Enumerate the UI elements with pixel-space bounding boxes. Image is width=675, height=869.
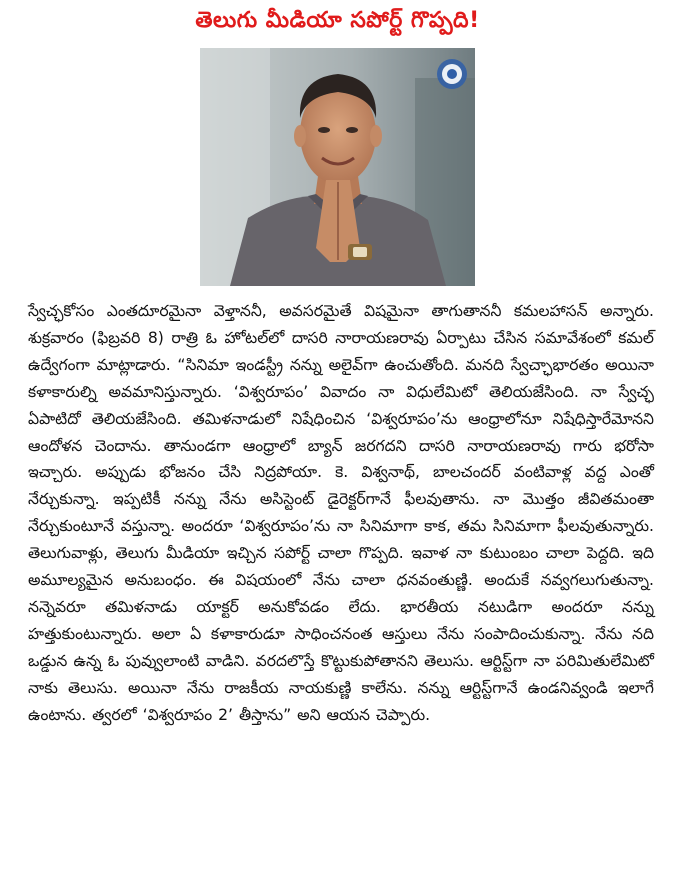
article-photo xyxy=(200,48,475,286)
article-body: స్వేచ్ఛకోసం ఎంతదూరమైనా వెళ్తాననీ, అవసరమైతే విషమైనా తాగుతాననీ కమలహాసన్ అన్నారు. శుక్రవారం (ఫిబ్రవరి 8) రాత్రి ఓ హోటల్‌లో దాసరి నారాయణరావు ఏర్పాటు చేసిన సమావేశంలో కమల్ ఉద్వేగంగా మాట్లాడారు. “సినిమా ఇండస్ట్రీ నన్ను అలైవ్‌గా ఉంచుతోంది. మనది స్వేచ్ఛాభారతం అయినా కళాకారుల్ని అవమానిస్తున్నారు. ‘విశ్వరూపం’ వివాదం నా విధులేమిటో తెలియజేసింది. నా స్వేచ్ఛ ఏపాటిదో తెలియజేసింది. తమిళనాడులో నిషేధించిన ‘విశ్వరూపం’ను ఆంధ్రాలోనూ నిషేధిస్తారేమోనని ఆందోళన చెందాను. తానుండగా ఆంధ్రాలో బ్యాన్ జరగదని దాసరి నారాయణరావు గారు భరోసా ఇచ్చారు. అప్పుడు భోజనం చేసి నిద్రపోయా. కె. విశ్వనాథ్, బాలచందర్ వంటివాళ్ల వద్ద ఎంతో నేర్చుకున్నా. ఇప్పటికీ నన్ను నేను అసిస్టెంట్ డైరెక్టర్‌గానే ఫీలవుతాను. నా మొత్తం జీవితమంతా నేర్చుకుంటూనే వస్తున్నా. అందరూ ‘విశ్వరూపం’ను నా సినిమాగా కాక, తమ సినిమాగా ఫీలవుతున్నారు. తెలుగువాళ్లు, తెలుగు మీడియా ఇచ్చిన సపోర్ట్ చాలా గొప్పది. ఇవాళ నా కుటుంబం చాలా పెద్దది. ఇది అమూల్యమైన అనుబంధం. ఈ విషయంలో నేను చాలా ధనవంతుణ్ణి. అందుకే నవ్వగలుగుతున్నా. నన్నెవరూ తమిళనాడు యాక్టర్ అనుకోవడం లేదు. భారతీయ నటుడిగా అందరూ నన్ను హత్తుకుంటున్నారు. అలా ఏ కళాకారుడూ సాధించనంత ఆస్తులు నేను సంపాదించుకున్నా. నేను నది ఒడ్డున ఉన్న ఓ పువ్వులాంటి వాడిని. వరదలొస్తే కొట్టుకుపోతానని తెలుసు. ఆర్టిస్ట్‌గా నా పరిమితులేమిటో నాకు తెలుసు. అయినా నేను రాజకీయ నాయకుణ్ణి కాలేను. నన్ను ఆర్టిస్ట్‌గానే ఉండనివ్వండి ఇలాగే ఉంటాను. త్వరలో ‘విశ్వరూపం 2’ తీస్తాను” అని ఆయన చెప్పారు. xyxy=(28,302,654,724)
logo-badge-icon xyxy=(437,59,467,89)
article-headline: తెలుగు మీడియా సపోర్ట్ గొప్పది! xyxy=(195,8,480,33)
